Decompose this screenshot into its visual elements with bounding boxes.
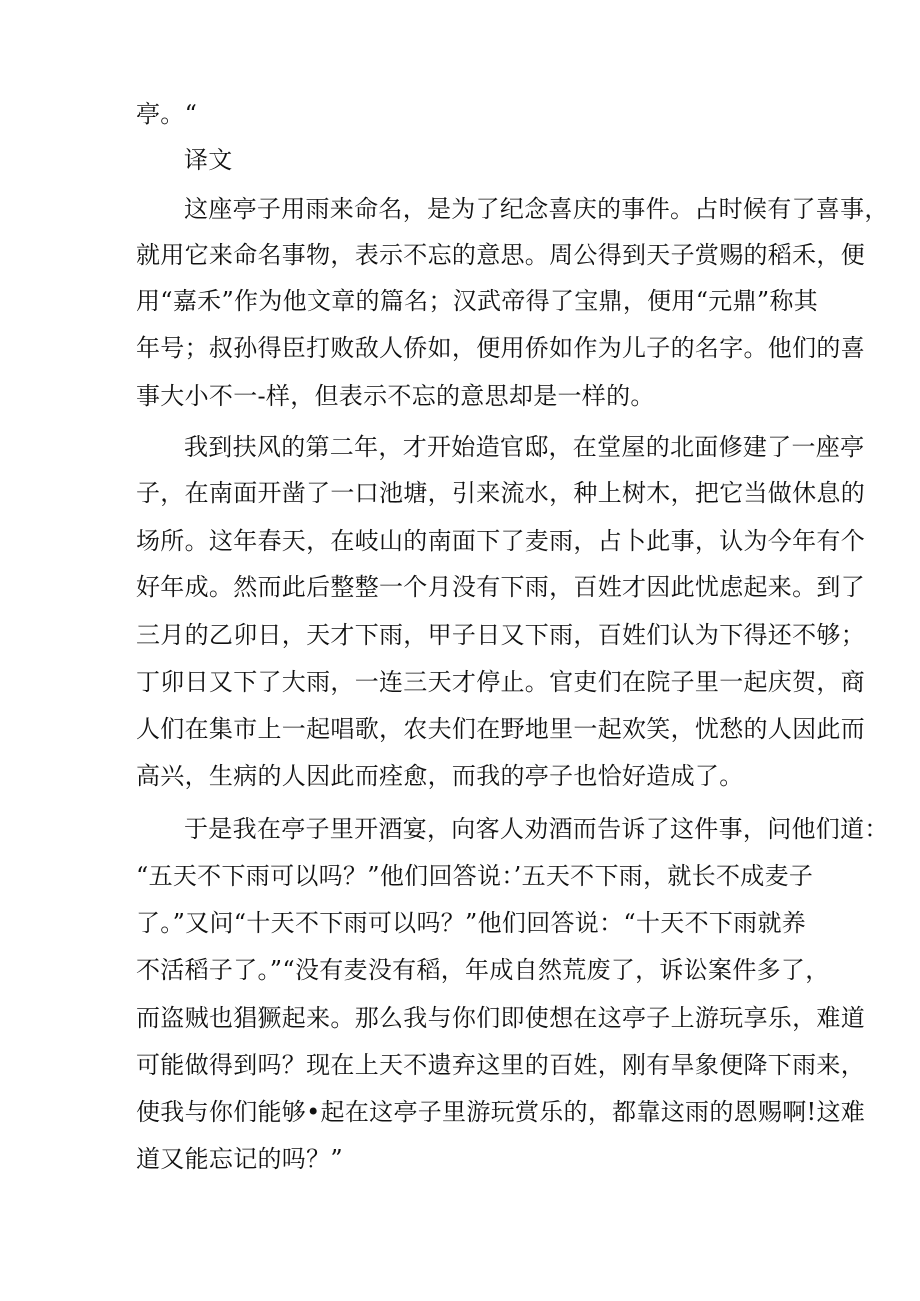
text-line: 可能做得到吗？现在上天不遗弃这里的百姓，刚有旱象便降下雨来， bbox=[136, 1051, 865, 1079]
text-line: 事大小不一-样，但表示不忘的意思却是一样的。 bbox=[136, 382, 655, 410]
text-line: 我到扶风的第二年，才开始造官邸，在堂屋的北面修建了一座亭 bbox=[184, 433, 865, 461]
text-line: 人们在集市上一起唱歌，农夫们在野地里一起欢笑，忧愁的人因此而 bbox=[136, 715, 865, 743]
text-line: “五天不下雨可以吗？”他们回答说：’五天不下雨，就长不成麦子 bbox=[136, 862, 814, 890]
text-line: 使我与你们能够•起在这亭子里游玩赏乐的，都靠这雨的恩赐啊!这难 bbox=[136, 1098, 866, 1126]
section-heading: 译文 bbox=[184, 146, 233, 174]
text-line: 好年成。然而此后整整一个月没有下雨，百姓才因此忧虑起来。到了 bbox=[136, 573, 865, 601]
text-line: 于是我在亭子里开酒宴，向客人劝酒而告诉了这件事，问他们道： bbox=[184, 815, 889, 843]
text-line: 不活稻子了。”“没有麦没有稻，年成自然荒废了，诉讼案件多了， bbox=[136, 956, 830, 984]
text-line: 子，在南面开凿了一口池塘，引来流水，种上树木，把它当做休息的 bbox=[136, 479, 865, 507]
text-line: 这座亭子用雨来命名，是为了纪念喜庆的事件。占时候有了喜事， bbox=[184, 195, 889, 223]
text-line: 丁卯日又下了大雨，一连三天才停止。官吏们在院子里一起庆贺，商 bbox=[136, 668, 865, 696]
text-line: 场所。这年春天，在岐山的南面下了麦雨，占卜此事，认为今年有个 bbox=[136, 527, 865, 555]
text-line: 就用它来命名事物，表示不忘的意思。周公得到天子赏赐的稻禾，便 bbox=[136, 241, 865, 269]
text-line: 年号；叔孙得臣打败敌人侨如，便用侨如作为儿子的名字。他们的喜 bbox=[136, 334, 865, 362]
text-line: 用“嘉禾”作为他文章的篇名；汉武帝得了宝鼎，便用“元鼎”称其 bbox=[136, 287, 819, 315]
text-line: 高兴，生病的人因此而痊愈，而我的亭子也恰好造成了。 bbox=[136, 762, 744, 790]
text-line: 而盗贼也猖獗起来。那么我与你们即使想在这亭子上游玩享乐，难道 bbox=[136, 1004, 865, 1032]
text-line: 了。”又问“十天不下雨可以吗？”他们回答说：“十天不下雨就养 bbox=[136, 909, 807, 937]
text-line: 道又能忘记的吗？” bbox=[136, 1145, 343, 1173]
text-line: 三月的乙卯日，天才下雨，甲子日又下雨，百姓们认为下得还不够； bbox=[136, 621, 865, 649]
text-line: 亭。“ bbox=[136, 100, 198, 128]
